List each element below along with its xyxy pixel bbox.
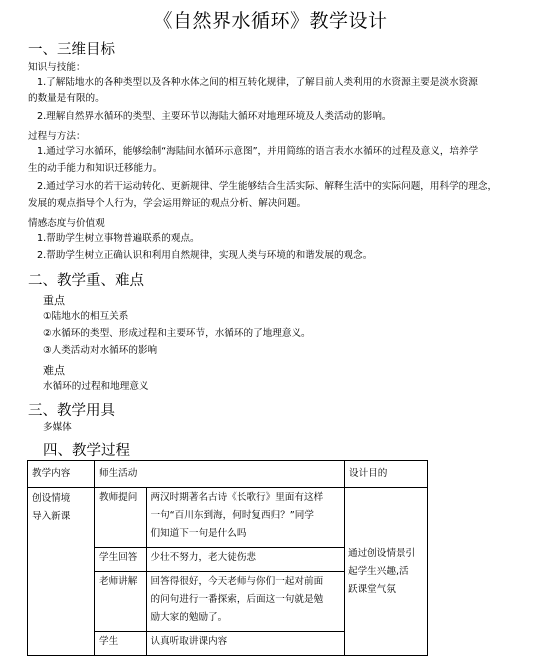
key-point-item [43,309,128,325]
process-paragraph-1-cont [28,161,162,177]
role-label: 教师提问 [99,492,138,503]
key-point-item [43,326,311,342]
process-paragraph-2 [37,179,497,195]
activity-cell [95,488,345,656]
text-line: 们知道下一句是什么吗 [150,528,247,539]
activity-subtable [95,488,344,655]
text-line: 1.帮助学生树立事物普遍联系的观点。 [37,233,200,244]
text-line: 2.理解自然界水循环的类型、主要环节以海陆大循环对地理环境及人类活动的影响。 [37,111,392,122]
text-line: 回答得很好，今天老师与你们一起对前面 [150,576,324,587]
activity-row [95,572,344,632]
role-label: 学生回答 [99,552,138,563]
text-line: 的数量是有限的。 [28,93,105,104]
text-line: 发展的观点指导个人行为，学会运用辩证的观点分析、解决问题。 [28,198,307,209]
content-cell [28,488,95,656]
text-line: ②水循环的类型、形成过程和主要环节，水循环的了地理意义。 [43,328,311,339]
text-line: 1.了解陆地水的各种类型以及各种水体之间的相互转化规律，了解目前人类利用的水资源主要是淡水资源 [37,77,478,88]
activity-row [95,488,344,548]
role-label: 老师讲解 [99,576,138,587]
header-text: 教学内容 [32,468,71,479]
section-heading-key-points: 二、教学重、难点 [28,273,144,289]
text-line: 少壮不努力，老大徒伤悲 [150,552,257,563]
header-cell-activity [95,461,345,488]
text-line: 的问句进行一番探索，后面这一句就是勉 [150,594,324,605]
text-line: 一句“百川东到海，何时复西归？”同学 [150,510,314,521]
header-text: 师生活动 [99,468,138,479]
text-line: 起学生兴趣,活 [348,565,409,577]
teaching-process-table [27,460,428,656]
document-title: 《自然界水循环》教学设计 [153,10,388,32]
difficult-point-text [43,379,149,395]
process-methods-label: 过程与方法： [28,131,86,142]
header-cell-content [28,461,95,488]
table-row [28,488,428,656]
text-line: 2.通过学习水的若干运动转化、更新规律、学生能够结合生活实际、解释生活中的实际问题，用科学的理念， [37,181,498,192]
text-line: 两汉时期著名古诗《长歌行》里面有这样 [150,492,324,503]
text-line: 生的动手能力和知识迁移能力。 [28,163,163,174]
text-line: 通过创设情景引 [348,547,416,559]
text-line: 多媒体 [43,422,72,433]
knowledge-paragraph-2 [37,109,392,125]
key-point-item [43,343,157,359]
purpose-cell [345,488,428,656]
table-header-row [28,461,428,488]
attitude-paragraph-2 [37,248,372,264]
attitude-values-label: 情感态度与价值观 [28,218,105,229]
knowledge-paragraph-1-cont [28,91,105,107]
knowledge-paragraph-1 [37,75,478,91]
text-line: 跃课堂气氛 [348,583,396,595]
text-line: 导入新课 [32,511,71,522]
section-heading-teaching-aids: 三、教学用具 [28,403,115,419]
text-line: 认真听取讲课内容 [150,636,228,647]
process-paragraph-1 [37,144,478,160]
difficult-points-label: 难点 [43,364,65,377]
section-heading-teaching-process: 四、教学过程 [43,443,130,459]
header-text: 设计目的 [349,468,388,479]
activity-row [95,548,344,572]
key-points-label: 重点 [43,294,65,307]
text-line: 创设情境 [32,493,71,504]
knowledge-skills-label: 知识与技能： [28,62,86,73]
activity-row [95,632,344,656]
text-line: ③人类活动对水循环的影响 [43,345,158,356]
text-line: 水循环的过程和地理意义 [43,381,149,392]
text-line: 1.通过学习水循环，能够绘制“海陆间水循环示意图”，并用简练的语言表水水循环的过程及意义，培养学 [37,146,479,157]
section-heading-objectives: 一、三维目标 [28,42,115,58]
text-line: 2.帮助学生树立正确认识和利用自然规律，实现人类与环境的和谐发展的观念。 [37,250,373,261]
header-cell-purpose [345,461,428,488]
text-line: ①陆地水的相互关系 [43,311,129,322]
attitude-paragraph-1 [37,231,200,247]
teaching-aids-text [43,420,72,436]
process-paragraph-2-cont [28,196,306,212]
text-line: 励大家的勉励了。 [150,612,228,623]
role-label: 学生 [99,636,119,647]
